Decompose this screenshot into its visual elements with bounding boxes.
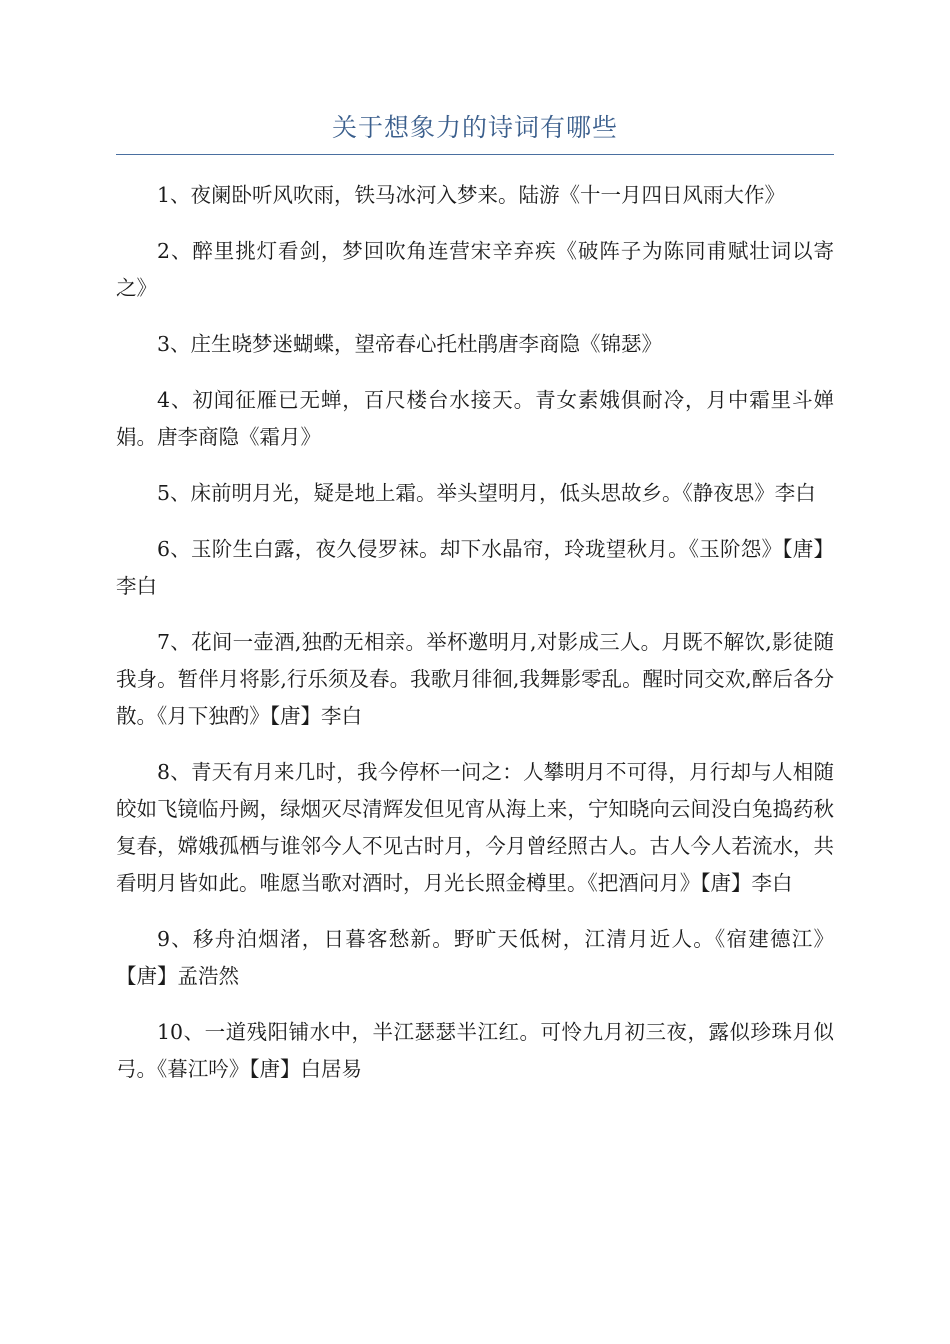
poem-item-7: 7、花间一壶酒,独酌无相亲。举杯邀明月,对影成三人。月既不解饮,影徒随我身。暂伴月将影,行乐须及春。我歌月徘徊,我舞影零乱。醒时同交欢,醉后各分散。《月下独酌》【唐】李白	[116, 630, 834, 728]
document-page	[116, 108, 834, 1107]
poem-item-6: 6、玉阶生白露，夜久侵罗袜。却下水晶帘，玲珑望秋月。《玉阶怨》【唐】李白	[116, 537, 834, 598]
poem-item-9: 9、移舟泊烟渚，日暮客愁新。野旷天低树，江清月近人。《宿建德江》【唐】孟浩然	[116, 927, 834, 988]
poem-item-10: 10、一道残阳铺水中，半江瑟瑟半江红。可怜九月初三夜，露似珍珠月似弓。《暮江吟》【唐】白居易	[116, 1020, 834, 1081]
title-underline	[116, 154, 834, 155]
poem-item-1: 1、夜阑卧听风吹雨，铁马冰河入梦来。陆游《十一月四日风雨大作》	[157, 183, 786, 207]
poem-item-2: 2、醉里挑灯看剑，梦回吹角连营宋辛弃疾《破阵子为陈同甫赋壮词以寄之》	[116, 239, 834, 300]
page-title: 关于想象力的诗词有哪些	[331, 113, 618, 142]
poem-item-3: 3、庄生晓梦迷蝴蝶，望帝春心托杜鹃唐李商隐《锦瑟》	[157, 332, 663, 356]
poem-item-8: 8、青天有月来几时，我今停杯一问之：人攀明月不可得，月行却与人相随皎如飞镜临丹阙，绿烟灭尽清辉发但见宵从海上来，宁知晓向云间没白兔捣药秋复春，嫦娥孤栖与谁邻今人不见古时月，今月曾经照古人。古人今人若流水，共看明月皆如此。唯愿当歌对酒时，月光长照金樽里。《把酒问月》【唐】李白	[116, 760, 834, 895]
document-body	[116, 177, 834, 1088]
poem-item-4: 4、初闻征雁已无蝉，百尺楼台水接天。青女素娥俱耐冷，月中霜里斗婵娟。唐李商隐《霜月》	[116, 388, 834, 449]
poem-item-5: 5、床前明月光，疑是地上霜。举头望明月，低头思故乡。《静夜思》李白	[157, 481, 816, 505]
